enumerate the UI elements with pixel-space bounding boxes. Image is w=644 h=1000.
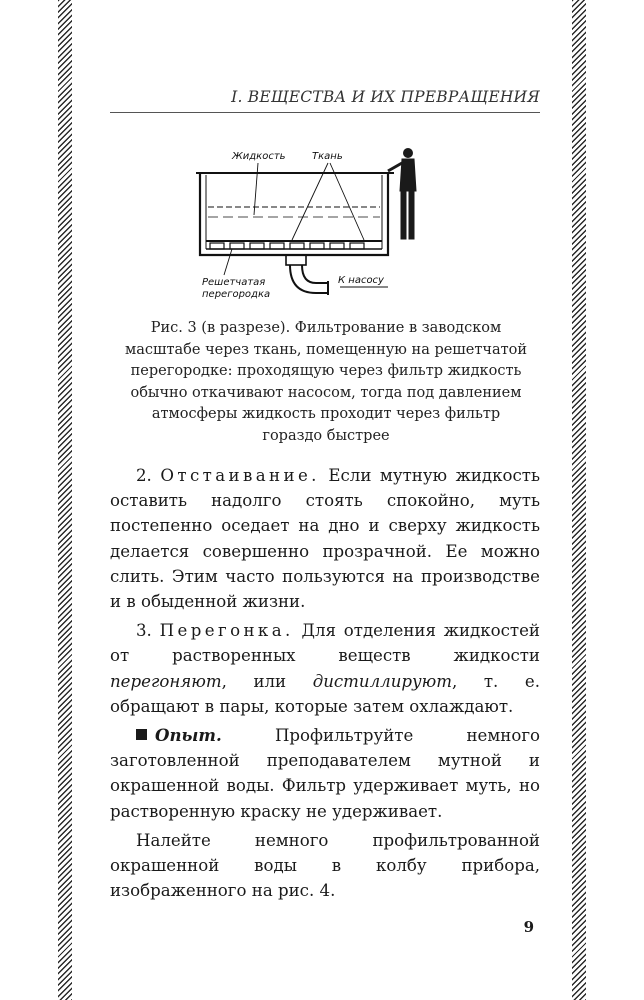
label-grate-line2: перегородка <box>202 289 271 300</box>
label-grate-line1: Решетчатая <box>202 277 266 288</box>
paragraph-text: , или <box>221 671 313 691</box>
hatched-right-border <box>572 0 586 1000</box>
worker-figure-icon <box>388 149 416 240</box>
square-bullet-icon <box>136 729 147 740</box>
paragraph-distillation <box>110 618 540 719</box>
paragraph-text: Для отделения жидкостей от растворенных веществ жидкости <box>110 621 540 666</box>
paragraph-instruction: Налейте немного профильтрованной окрашенной воды в колбу прибора, изображенного на рис. 4. <box>110 830 540 901</box>
running-head: I. ВЕЩЕСТВА И ИХ ПРЕВРАЩЕНИЯ <box>110 88 540 113</box>
label-to-pump: К насосу <box>338 275 384 286</box>
term-distillation: Перегонка. <box>159 621 294 641</box>
term-distilliruyut: дистиллируют <box>312 671 453 691</box>
label-liquid: Жидкость <box>232 151 286 162</box>
term-settling: Отстаивание. <box>160 466 320 485</box>
filtration-illustration <box>188 145 438 305</box>
paragraph-settling <box>110 463 540 614</box>
figure-caption: Рис. 3 (в разрезе). Фильтрование в заводском масштабе через ткань, помещенную на решетчатой перегородке: проходящую через фильтр жидкость обычно откачивают насосом, тогда под давлением атмосферы жидкость проходит через фильтр гораздо быстрее <box>124 320 528 444</box>
experiment-label: Опыт. <box>155 725 222 746</box>
hatched-left-border <box>58 0 72 1000</box>
paragraph-text: Если мутную жидкость оставить надолго стоять спокойно, муть постепенно оседает на дно и сверху жидкость делается совершенно прозрачной. Ее можно слить. Этим часто пользуются на производстве и в обыденной жизни. <box>110 466 540 612</box>
paragraph-number: 3. <box>136 621 160 641</box>
term-peregonyayut: перегоняют <box>110 671 222 691</box>
paragraph-experiment <box>110 723 540 824</box>
body-text <box>110 463 540 907</box>
page-number: 9 <box>523 918 534 936</box>
paragraph-number: 2. <box>136 466 161 485</box>
figure-filtration-diagram <box>188 145 438 305</box>
label-cloth: Ткань <box>312 151 343 162</box>
paragraph-text: Профильтруйте немного заготовленной преподавателем мутной и окрашенной воды. Фильтр удерживает муть, но растворенную краску не удерживает. <box>110 726 540 821</box>
paragraph-text: , т. е. обращают в пары, которые затем охлаждают. <box>110 671 540 716</box>
